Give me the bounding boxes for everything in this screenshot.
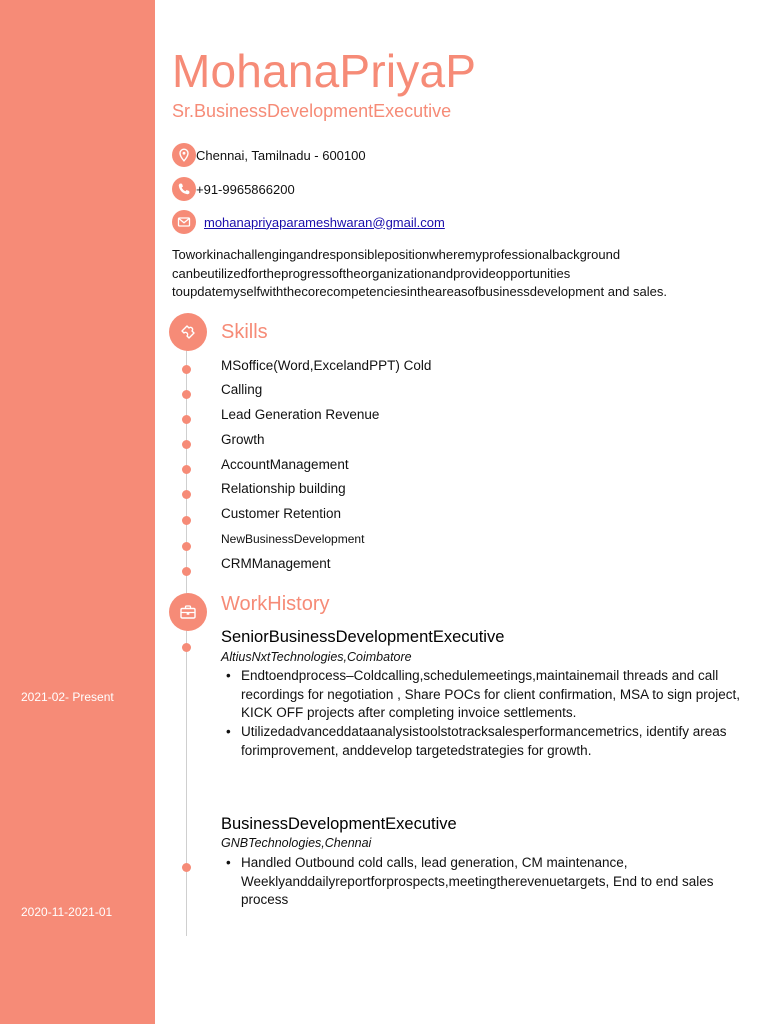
briefcase-icon [169, 593, 207, 631]
job-dot [182, 863, 191, 872]
company-name: AltiusNxtTechnologies,Coimbatore [221, 650, 412, 664]
job-bullet-text: Endtoendprocess–Coldcalling,schedulemeetings,maintainemail threads and call recordings for negotiation , Share POCs for client confirmation, MSA to sign project, KICK OFF projects after completing invoice settlements. [241, 668, 740, 720]
skill-item: Customer Retention [221, 506, 342, 521]
email-link[interactable]: mohanapriyaparameshwaran@gmail.com [204, 214, 445, 230]
job-date-2: 2020-11-2021-01 [21, 905, 113, 919]
job-bullet: • Utilizedadvanceddataanalysistoolstotracksalesperformancemetrics, identify areas forimprovement, anddevelop targetedstrategies for growth. [226, 723, 750, 760]
skill-dot [182, 465, 191, 474]
location-text: Chennai, Tamilnadu - 600100 [196, 147, 366, 163]
skill-dot [182, 516, 191, 525]
skill-dot [182, 542, 191, 551]
skill-dot [182, 490, 191, 499]
skill-item: AccountManagement [221, 457, 349, 472]
timeline-line [186, 340, 187, 936]
job-bullet-text: Handled Outbound cold calls, lead generation, CM maintenance, Weeklyanddailyreportforprospects,meetingtherevenuetargets, End to end sales process [241, 855, 714, 907]
job-date-1: 2021-02- Present [21, 690, 114, 704]
skill-dot [182, 440, 191, 449]
job-bullet: • Handled Outbound cold calls, lead generation, CM maintenance, Weeklyanddailyreportforprospects,meetingtherevenuetargets, End to end sales process [226, 854, 750, 910]
skill-item: Relationship building [221, 481, 346, 496]
work-history-heading: WorkHistory [221, 593, 330, 615]
skills-heading: Skills [221, 321, 268, 343]
envelope-icon [172, 210, 196, 234]
puzzle-icon [169, 313, 207, 351]
phone-icon [172, 177, 196, 201]
candidate-name: MohanaPriyaP [172, 45, 477, 97]
contact-location [172, 143, 366, 167]
candidate-title: Sr.BusinessDevelopmentExecutive [172, 101, 452, 121]
contact-phone [172, 177, 295, 201]
job-bullet-text: Utilizedadvanceddataanalysistoolstotracksalesperformancemetrics, identify areas forimprovement, anddevelop targetedstrategies for growth. [241, 724, 727, 758]
phone-text: +91-9965866200 [196, 181, 295, 197]
skill-item: NewBusinessDevelopment [221, 532, 365, 546]
skill-dot [182, 390, 191, 399]
job-title: BusinessDevelopmentExecutive [221, 815, 457, 833]
location-pin-icon [172, 143, 196, 167]
skill-item: MSoffice(Word,ExcelandPPT) Cold [221, 358, 432, 373]
sidebar [0, 0, 155, 1024]
skill-item: Calling [221, 382, 263, 397]
skill-dot [182, 365, 191, 374]
skill-item: Lead Generation Revenue [221, 407, 380, 422]
job-bullet: • Endtoendprocess–Coldcalling,schedulemeetings,maintainemail threads and call recordings for negotiation , Share POCs for client confirmation, MSA to sign project, KICK OFF projects after completing invoice settlements. [226, 667, 750, 723]
job-dot [182, 643, 191, 652]
skill-item: Growth [221, 432, 265, 447]
contact-email [172, 210, 445, 234]
summary-text: Toworkinachallengingandresponsiblepositionwheremyprofessionalbackground canbeutilizedfortheprogressoftheorganizationandprovideopportunities toupdatemyselfwiththecorecompetenciesintheareasofbusinessdevelopment and sales. [172, 247, 668, 299]
skill-dot [182, 567, 191, 576]
company-name: GNBTechnologies,Chennai [221, 836, 372, 850]
skill-item: CRMManagement [221, 556, 331, 571]
skill-dot [182, 415, 191, 424]
job-title: SeniorBusinessDevelopmentExecutive [221, 628, 505, 646]
